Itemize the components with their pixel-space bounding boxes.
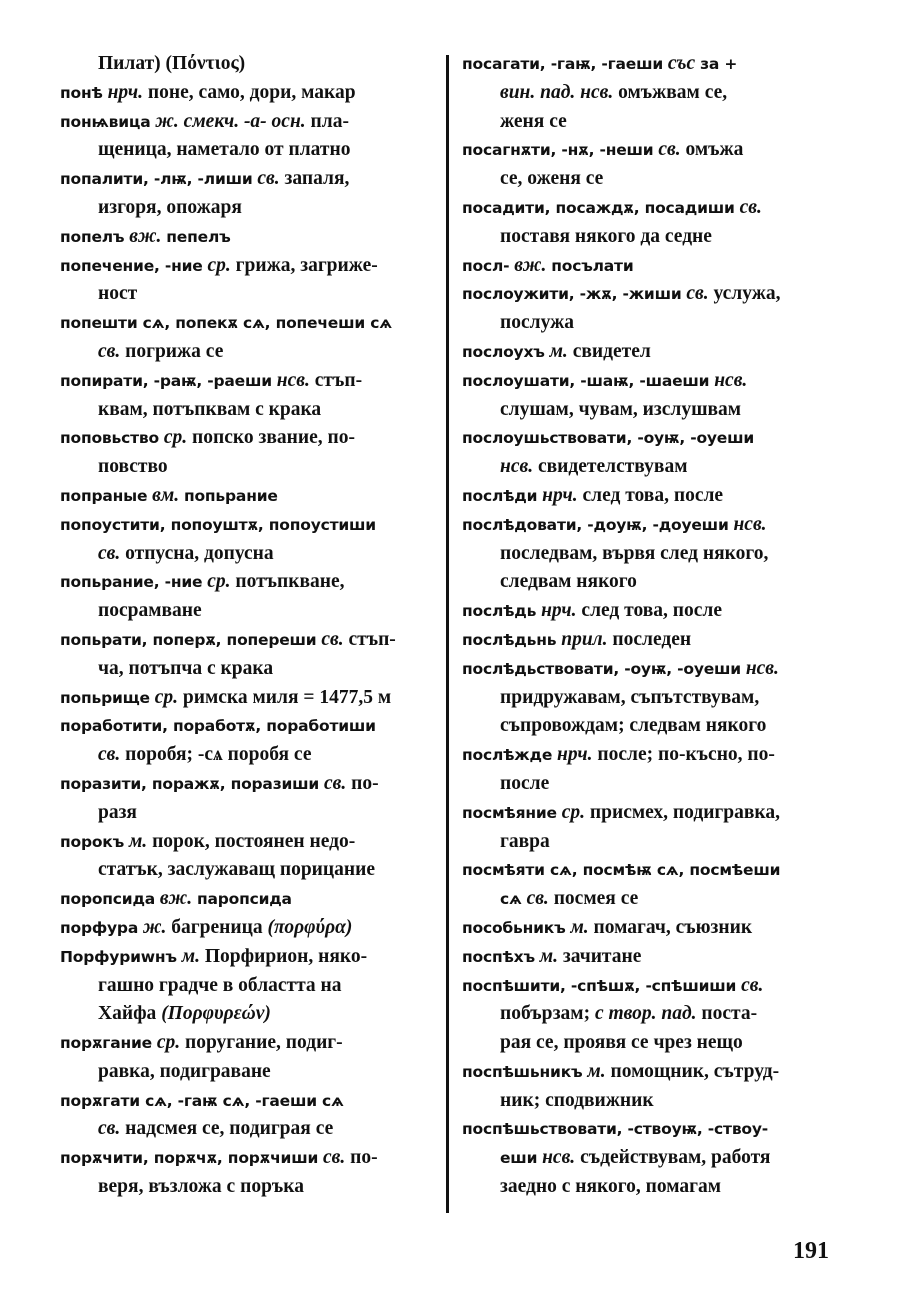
headword: сѧ — [500, 890, 522, 909]
dictionary-entry — [60, 1029, 438, 1087]
left-entries — [60, 79, 438, 1202]
entry-headline — [462, 367, 840, 396]
entry-continuation-line — [462, 885, 840, 914]
entry-headline — [60, 108, 438, 137]
grammar-label: нсв. — [276, 369, 310, 391]
grammar-label: м. — [570, 916, 589, 938]
definition-text: по- — [350, 1147, 378, 1169]
entry-continuation-line — [462, 1087, 840, 1116]
headword: поповьство — [60, 429, 159, 448]
entry-continuation-line — [60, 856, 438, 885]
definition-text: помагач, съюзник — [593, 916, 753, 938]
headword: порфура — [60, 918, 139, 937]
grammar-label: нсв. — [745, 657, 779, 679]
entry-continuation-line — [60, 136, 438, 165]
headword: понѩвица — [60, 112, 151, 131]
entry-headline — [60, 1029, 438, 1058]
grammar-label: вж. — [514, 254, 547, 276]
grammar-label: св. — [686, 283, 709, 305]
left-column — [60, 50, 438, 1202]
entry-headline — [462, 655, 840, 684]
entry-headline — [462, 136, 840, 165]
entry-continuation-line — [60, 972, 438, 1001]
entry-continuation-line — [60, 540, 438, 569]
entry-headline — [462, 252, 840, 281]
definition-text: по- — [351, 772, 379, 794]
definition-text: поробя; -сѧ поробя се — [125, 744, 312, 766]
dictionary-entry — [60, 309, 438, 367]
headword: поропсида — [60, 890, 156, 909]
definition-text: порок, постоянен недо- — [152, 830, 356, 852]
definition-text: равка, подиграване — [98, 1060, 271, 1082]
headword: послоужити, -жѫ, -жиши — [462, 285, 682, 304]
dictionary-entry — [60, 367, 438, 425]
entry-headline — [60, 252, 438, 281]
headword: поспѣхъ — [462, 947, 535, 966]
definition-text: посмея се — [553, 888, 639, 910]
definition-text: посрамване — [98, 600, 202, 622]
entry-headline — [60, 482, 438, 511]
entry-continuation-line — [462, 309, 840, 338]
grammar-label: с твор. пад. — [594, 1003, 697, 1025]
grammar-label: вм. — [152, 484, 180, 506]
grammar-label: св. — [98, 1118, 121, 1140]
right-column — [462, 50, 840, 1202]
definition-text: гавра — [500, 830, 550, 852]
entry-continuation-line — [60, 1173, 438, 1202]
headword: поразити, поражѫ, поразиши — [60, 774, 320, 793]
entry-continuation-line — [462, 223, 840, 252]
dictionary-entry — [462, 194, 840, 252]
entry-continuation-line — [462, 712, 840, 741]
headword: попирати, -раѭ, -раеши — [60, 371, 272, 390]
entry-continuation-line — [60, 280, 438, 309]
definition-text: поста- — [701, 1003, 758, 1025]
grammar-label: ср. — [207, 571, 231, 593]
definition-text: последен — [612, 628, 692, 650]
entry-continuation-line — [462, 684, 840, 713]
entry-headline — [462, 280, 840, 309]
grammar-label: вж. — [159, 888, 193, 910]
headword: послоухъ — [462, 342, 545, 361]
grammar-label: св. — [323, 772, 347, 794]
entry-continuation-line — [60, 396, 438, 425]
definition-text: веря, възложа с поръка — [98, 1176, 304, 1198]
headword: попоустити, попоуштѫ, попоустиши — [60, 515, 376, 534]
definition-text: присмех, подигравка, — [589, 801, 780, 823]
grammar-label: ср. — [163, 427, 188, 449]
entry-headline — [60, 568, 438, 597]
entry-headline — [462, 338, 840, 367]
entry-headline — [462, 511, 840, 540]
definition-text: после — [500, 772, 550, 794]
headword: порѫгати сѧ, -гаѭ сѧ, -гаеши сѧ — [60, 1091, 344, 1110]
grammar-label: със — [667, 53, 696, 74]
definition-text: послужа — [500, 312, 574, 334]
dictionary-entry — [462, 338, 840, 367]
definition-text: Хайфа — [98, 1003, 157, 1025]
headword: порѫчити, порѫчѫ, порѫчиши — [60, 1149, 319, 1168]
definition-text: поставя някого да седне — [500, 225, 712, 247]
column-divider — [446, 55, 449, 1213]
entry-continuation-line — [60, 597, 438, 626]
entry-headline — [60, 828, 438, 857]
dictionary-entry — [60, 943, 438, 1029]
grammar-label: вж. — [129, 225, 162, 247]
headword: посл- — [462, 256, 510, 275]
definition-text: погрижа се — [125, 340, 224, 362]
dictionary-entry — [60, 1087, 438, 1145]
definition-text: омъжвам се, — [618, 81, 728, 103]
dictionary-entry — [60, 165, 438, 223]
definition-text: римска миля = 1477,5 м — [182, 686, 392, 708]
definition-text: квам, потъпквам с крака — [98, 398, 322, 420]
entry-headline — [462, 799, 840, 828]
definition-text: съдействувам, работя — [580, 1147, 771, 1169]
dictionary-entry — [462, 1058, 840, 1116]
dictionary-entry — [60, 108, 438, 166]
headword: попьрище — [60, 688, 150, 707]
dictionary-entry — [60, 482, 438, 511]
headword: порокъ — [60, 832, 125, 851]
dictionary-entry — [462, 597, 840, 626]
definition-text: съпровождам; следвам някого — [500, 715, 767, 737]
entry-headline — [60, 770, 438, 799]
definition-text: побързам; — [500, 1003, 591, 1025]
entry-continuation-line — [60, 799, 438, 828]
entry-continuation-line — [462, 828, 840, 857]
cross-reference: попьрание — [183, 486, 278, 505]
definition-text: поне, само, дори, макар — [147, 81, 356, 103]
definition-text: грижа, загриже- — [235, 254, 378, 276]
entry-continuation-line — [462, 770, 840, 799]
dictionary-entry — [462, 655, 840, 741]
headword: поспѣшьникъ — [462, 1062, 583, 1081]
grammar-label: св. — [98, 340, 121, 362]
dictionary-entry — [60, 684, 438, 713]
grammar-label: нсв. — [714, 369, 748, 391]
definition-text: омъжа — [685, 139, 744, 161]
headword: пособьникъ — [462, 918, 566, 937]
grammar-label: ж. — [142, 916, 167, 938]
headword: поработити, поработѫ, поработиши — [60, 717, 376, 736]
grammar-label: св. — [257, 168, 280, 190]
dictionary-entry — [462, 856, 840, 914]
entry-headline — [60, 712, 438, 741]
grammar-label: нрч. — [541, 600, 577, 622]
entry-headline — [462, 194, 840, 223]
grammar-label: м. — [587, 1060, 606, 1082]
dictionary-entry — [60, 223, 438, 252]
headword: посадити, посаждѫ, посадиши — [462, 198, 735, 217]
dictionary-entry — [462, 972, 840, 1058]
entry-headline — [462, 597, 840, 626]
entry-headline — [462, 626, 840, 655]
dictionary-entry — [462, 367, 840, 425]
entry-headline — [462, 972, 840, 1001]
headword: попечение, -ние — [60, 256, 203, 275]
definition-text: помощник, сътруд- — [610, 1060, 780, 1082]
dictionary-entry — [60, 885, 438, 914]
definition-text: разя — [98, 801, 137, 823]
headword: послѣди — [462, 486, 538, 505]
cross-reference: посълати — [551, 256, 634, 275]
dictionary-entry — [462, 511, 840, 597]
definition-text: след това, после — [581, 600, 723, 622]
entry-headline — [462, 943, 840, 972]
entry-headline — [462, 914, 840, 943]
dictionary-entry — [462, 1115, 840, 1201]
dictionary-entry — [462, 280, 840, 338]
entry-continuation-line — [462, 1144, 840, 1173]
definition-text: зачитане — [562, 945, 642, 967]
grammar-label: ср. — [207, 254, 231, 276]
definition-text: багреница — [171, 916, 263, 938]
definition-text: стъп- — [348, 628, 396, 650]
entry-headline — [462, 1058, 840, 1087]
entry-headline — [60, 367, 438, 396]
dictionary-entry — [60, 1144, 438, 1202]
dictionary-entry — [60, 252, 438, 310]
entry-headline — [60, 914, 438, 943]
entry-headline — [60, 165, 438, 194]
grammar-label: нсв. — [500, 456, 534, 478]
grammar-label: ср. — [156, 1032, 181, 1054]
definition-text: слушам, чувам, изслушвам — [500, 398, 742, 420]
definition-text: Порфирион, няко- — [204, 945, 368, 967]
grammar-label: нрч. — [542, 484, 578, 506]
definition-text: после; по-късно, по- — [597, 744, 775, 766]
headword: посмѣяти сѧ, посмѣѭ сѧ, посмѣеши — [462, 861, 781, 880]
entry-headline — [462, 856, 840, 885]
entry-continuation-line — [462, 568, 840, 597]
grammar-label: св. — [323, 1147, 346, 1169]
headword: понѣ — [60, 83, 103, 102]
dictionary-entry — [462, 136, 840, 194]
grammar-label: св. — [739, 196, 762, 218]
definition-text: услужа, — [713, 283, 781, 305]
entry-headline — [462, 424, 840, 453]
definition-text: попско звание, по- — [192, 427, 355, 449]
entry-headline — [60, 1144, 438, 1173]
headword: посмѣяние — [462, 803, 557, 822]
dictionary-entry — [60, 424, 438, 482]
cross-reference: пепелъ — [166, 227, 231, 246]
grammar-label: прил. — [561, 628, 608, 650]
cross-reference: паропсида — [196, 890, 292, 909]
entry-continuation-line — [462, 453, 840, 482]
dictionary-entry — [462, 799, 840, 857]
definition-text: се, оженя се — [500, 168, 604, 190]
definition-text: отпусна, допусна — [125, 542, 274, 564]
dictionary-entry — [462, 626, 840, 655]
headword: послоушати, -шаѭ, -шаеши — [462, 371, 710, 390]
dictionary-entry — [60, 770, 438, 828]
grammar-label: ср. — [561, 801, 586, 823]
definition-text: щеница, наметало от платно — [98, 139, 351, 161]
headword: попешти сѧ, попекѫ сѧ, попечеши сѧ — [60, 314, 392, 333]
grammar-label: нсв. — [542, 1147, 576, 1169]
dictionary-entry — [60, 828, 438, 886]
entry-headline — [60, 1087, 438, 1116]
entry-continuation-line — [462, 165, 840, 194]
dictionary-entry — [60, 626, 438, 684]
headword: порѫгание — [60, 1034, 152, 1053]
grammar-label: м. — [539, 945, 559, 967]
headword: попалити, -лѭ, -лиши — [60, 170, 253, 189]
grammar-label: м. — [128, 830, 148, 852]
definition-text: повство — [98, 456, 168, 478]
dictionary-entry — [462, 424, 840, 482]
entry-headline — [462, 741, 840, 770]
definition-text: поругание, подиг- — [184, 1032, 343, 1054]
definition-text: следвам някого — [500, 571, 637, 593]
headword: еши — [500, 1149, 538, 1168]
grammar-label: нрч. — [107, 81, 143, 103]
entry-continuation-line — [60, 655, 438, 684]
definition-text: статък, заслужаващ порицание — [98, 859, 376, 881]
entry-headline — [60, 684, 438, 713]
entry-continuation-line — [60, 194, 438, 223]
entry-headline — [462, 482, 840, 511]
dictionary-entry — [462, 252, 840, 281]
grammar-label: св. — [526, 888, 549, 910]
dictionary-entry — [462, 943, 840, 972]
entry-continuation-line — [60, 453, 438, 482]
headword: попраные — [60, 486, 148, 505]
entry-headline — [60, 424, 438, 453]
headword: попьрати, поперѫ, попереши — [60, 630, 317, 649]
definition-text: след това, после — [582, 484, 724, 506]
grammar-label: ср. — [154, 686, 179, 708]
definition-text: гашно градче в областта на — [98, 974, 342, 996]
grammar-label: нсв. — [733, 513, 767, 535]
definition-text: ник; сподвижник — [500, 1089, 654, 1111]
definition-text: запаля, — [284, 168, 350, 190]
dictionary-entry — [462, 482, 840, 511]
dictionary-entry — [60, 914, 438, 943]
continued-entry: Пилат) (Πόντιος) — [98, 53, 246, 74]
entry-headline — [60, 223, 438, 252]
definition-text: потъпкване, — [235, 571, 345, 593]
grammar-label: м. — [549, 340, 568, 362]
headword: поспѣшити, -спѣшѫ, -спѣшиши — [462, 976, 737, 995]
definition-text: стъп- — [314, 369, 363, 391]
entry-headline — [60, 943, 438, 972]
headword: послѣжде — [462, 746, 553, 765]
headword: послоушьствовати, -оуѭ, -оуеши — [462, 429, 755, 448]
definition-text: заедно с някого, помагам — [500, 1176, 722, 1198]
entry-headline — [60, 626, 438, 655]
entry-headline — [60, 79, 438, 108]
entry-headline — [60, 309, 438, 338]
headword: посагати, -гаѭ, -гаеши — [462, 55, 664, 73]
entry-headline — [60, 885, 438, 914]
entry-continuation-line — [60, 1058, 438, 1087]
greek-source: (Πορφυρεών) — [161, 1003, 271, 1025]
dictionary-entry — [60, 79, 438, 108]
entry-continuation-line — [60, 338, 438, 367]
definition-text: последвам, вървя след някого, — [500, 542, 769, 564]
dictionary-entry — [60, 511, 438, 569]
entry-continuation-line — [462, 1000, 840, 1029]
headword: посагнѫти, -нѫ, -неши — [462, 141, 654, 160]
entry-headline — [462, 1115, 840, 1144]
grammar-label: св. — [741, 974, 764, 996]
definition-text: надсмея се, подиграя се — [125, 1118, 334, 1140]
headword: Порфуриwнъ — [60, 947, 177, 966]
headword: попелъ — [60, 227, 125, 246]
entry-continuation-line — [60, 1000, 438, 1029]
grammar-label: св. — [98, 542, 121, 564]
entry-continuation-line — [462, 79, 840, 108]
entry-continuation-line — [462, 1029, 840, 1058]
headword: поспѣшьствовати, -ствоуѭ, -ствоу- — [462, 1120, 769, 1139]
entry-continuation-line — [60, 741, 438, 770]
greek-source: (πορφύρα) — [267, 916, 353, 938]
definition-text: свидетелствувам — [537, 456, 688, 478]
entry-continuation-line — [60, 1115, 438, 1144]
grammar-label: св. — [98, 744, 121, 766]
dictionary-entry — [462, 50, 840, 136]
dictionary-entry — [60, 712, 438, 770]
grammar-label: нрч. — [557, 744, 593, 766]
definition-text: рая се, проявя се чрез нещо — [500, 1032, 743, 1054]
definition-text: женя се — [500, 110, 567, 132]
dictionary-entry — [462, 741, 840, 799]
headword: послѣдовати, -доуѭ, -доуеши — [462, 515, 729, 534]
headword: послѣдь — [462, 602, 537, 621]
grammar-label: м. — [181, 945, 200, 967]
entry-continuation-line — [462, 108, 840, 137]
right-entries — [462, 50, 840, 1202]
entry-headline — [462, 50, 840, 79]
headword: попьрание, -ние — [60, 573, 203, 592]
grammar-label: вин. пад. нсв. — [500, 81, 614, 103]
grammar-label: св. — [658, 139, 681, 161]
definition-text: ност — [98, 283, 138, 305]
page-number: 191 — [793, 1238, 829, 1264]
entry-continuation-line — [462, 540, 840, 569]
grammar-label: св. — [321, 628, 344, 650]
definition-text: ча, потъпча с крака — [98, 657, 274, 679]
dictionary-entry — [462, 914, 840, 943]
dictionary-entry — [60, 568, 438, 626]
entry-continuation-line — [462, 396, 840, 425]
cross-reference: за + — [700, 55, 738, 73]
grammar-label: ж. смекч. -а- осн. — [155, 110, 306, 132]
definition-text: придружавам, съпътствувам, — [500, 686, 760, 708]
headword: послѣдьнь — [462, 630, 557, 649]
entry-continuation-line — [462, 1173, 840, 1202]
definition-text: свидетел — [572, 340, 651, 362]
definition-text: изгоря, опожаря — [98, 196, 242, 218]
headword: послѣдьствовати, -оуѭ, -оуеши — [462, 659, 741, 678]
definition-text: пла- — [310, 110, 349, 132]
entry-headline — [60, 511, 438, 540]
